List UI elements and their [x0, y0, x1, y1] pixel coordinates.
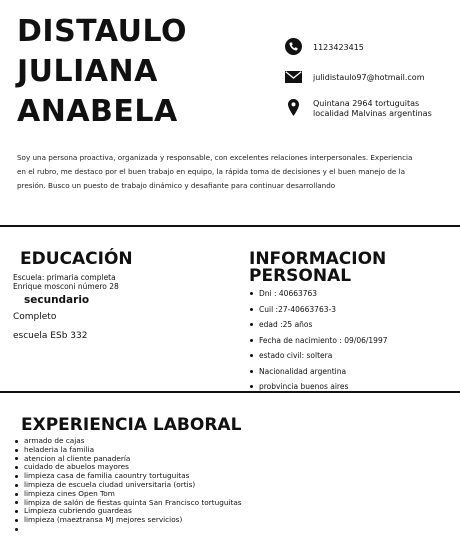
list-item: limpieza casa de familia caountry tortuguitas — [14, 472, 444, 481]
education-title: EDUCACIÓN — [20, 249, 133, 269]
list-item: Dni : 40663763 — [249, 286, 449, 302]
list-item: armado de cajas — [14, 437, 444, 446]
primary-school-line: Escuela: primaria completa — [13, 273, 116, 282]
list-item: Limpieza cubriendo guardeas — [14, 507, 444, 516]
list-item: limpiza de salón de fiestas quinta San Francisco tortuguitas — [14, 499, 444, 508]
profile-summary: Soy una persona proactiva, organizada y responsable, con excelentes relaciones interpersonales. Experiencia en el rubro, me destaco por el buen trabajo en equipo, la rápida toma de decisiones y el buen manejo de la presión. Busco un puesto de trabajo dinámico y desafiante para continuar desarrollando — [17, 153, 413, 190]
name-line: JULIANA — [17, 54, 158, 89]
list-item: atencion al cliente panadería — [14, 455, 444, 464]
secondary-status: Completo — [13, 312, 57, 322]
phone-number: 1123423415 — [313, 43, 364, 52]
name-line: DISTAULO — [17, 14, 188, 49]
phone-icon — [285, 38, 302, 55]
personal-info-title — [249, 251, 386, 285]
list-item: limpieza de escuela ciudad universitaria (ortis) — [14, 481, 444, 490]
experience-title: EXPERIENCIA LABORAL — [21, 415, 242, 435]
location-pin-icon — [288, 99, 299, 116]
email-address: julidistaulo97@hotmail.com — [313, 73, 425, 82]
list-item: estado civil: soltera — [249, 348, 449, 364]
primary-school-line: Enrique mosconi número 28 — [13, 282, 119, 291]
mail-icon — [285, 71, 302, 83]
section-divider — [0, 391, 460, 393]
primary-school-info — [13, 273, 119, 291]
list-item: edad :25 años — [249, 317, 449, 333]
contact-address — [285, 98, 460, 122]
list-item: probvincia buenos aires — [249, 379, 449, 395]
list-item: limpieza (maeztransa MJ mejores servicios) — [14, 516, 444, 525]
list-item: Nacionalidad argentina — [249, 364, 449, 380]
contact-phone — [285, 38, 460, 56]
contact-email — [285, 70, 460, 84]
personal-info-title-line: INFORMACION — [249, 249, 387, 269]
candidate-name — [17, 12, 267, 132]
list-item: cuidado de abuelos mayores — [14, 463, 444, 472]
personal-info-title-line: PERSONAL — [249, 266, 352, 286]
name-line: ANABELA — [17, 94, 178, 129]
experience-list — [14, 437, 444, 534]
list-item: heladeria la familia — [14, 446, 444, 455]
list-item: Fecha de nacimiento : 09/06/1997 — [249, 333, 449, 349]
list-item: Cuil :27-40663763-3 — [249, 302, 449, 318]
personal-info-list — [249, 286, 449, 395]
address-line: localidad Malvinas argentinas — [313, 109, 432, 118]
list-item: limpieza cines Open Tom — [14, 490, 444, 499]
secondary-label: secundario — [24, 294, 90, 306]
section-divider — [0, 225, 460, 227]
secondary-school: escuela ESb 332 — [13, 331, 88, 341]
address-line: Quintana 2964 tortuguitas — [313, 99, 420, 108]
list-item — [14, 525, 444, 534]
